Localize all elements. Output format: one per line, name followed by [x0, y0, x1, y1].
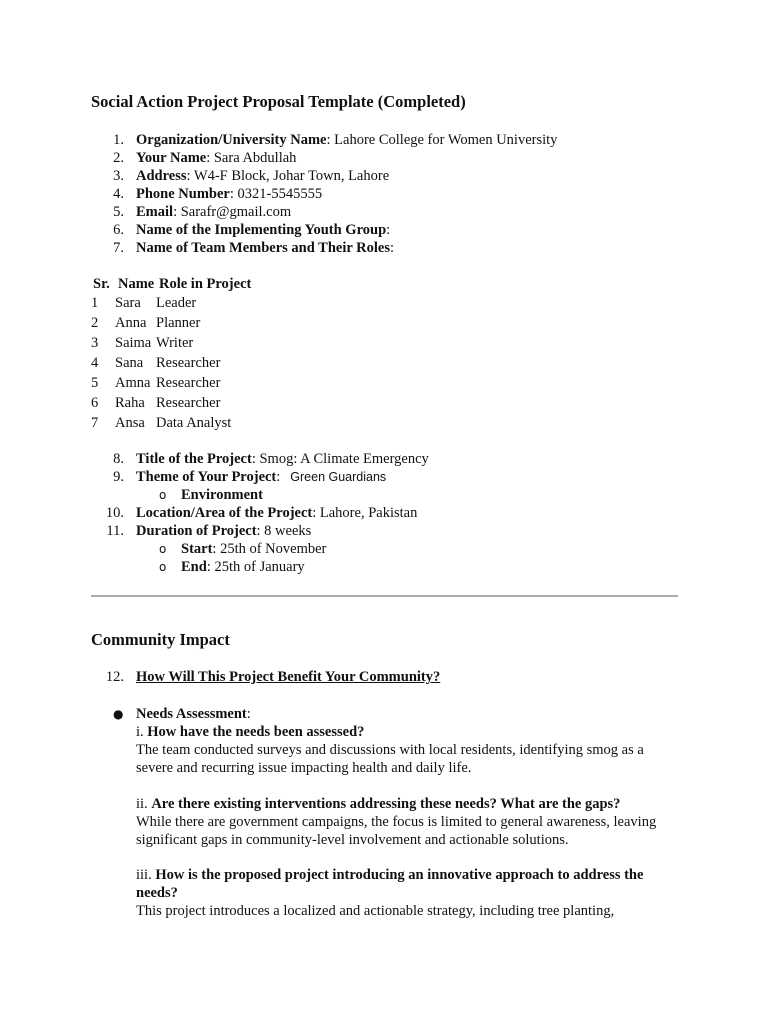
circle-bullet-icon: o [159, 542, 167, 556]
project-info-list [0, 450, 700, 576]
answer-line: While there are government campaigns, the focus is limited to general awareness, leaving [136, 814, 657, 830]
list-item: 8. Title of the Project: Smog: A Climate Emergency [113, 451, 429, 467]
document-page: Social Action Project Proposal Template (Completed) 1. Organization/University Name: Lahore College for Women University 2. Your Name: Sara Abdullah 3. Address: W4-F Block, Johar Town, Lahore 4. Phone Number: 0321-5545555 5. Email: Sarafr@gmail.com 6. Name of the Implementing Youth Group: 7. Name of Team Members and Their Roles: Sr. Name Role in Project 1 Sara Leader 2 Anna Planner 3 Saima Writer 4 Sana Researcher 5 Amna Researcher 6 Raha Researcher 7 Ansa Data Analyst 8. Title of the Project: Smog: A Climate Emergency 9. Theme of Your Project: Green Guardians o Environment 10. Location/Area of the Project: Lahore, Pakistan 11. Duration of Project: 8 weeks o Start: 25th of November o End: 25th of January Community Impact 12. How Will This Project Benefit Your Community? ● Needs Assessment: i. How have the needs been assessed? The team conducted surveys and discussions with local residents, identifying smog as a severe and recurring issue impacting health and daily life. ii. Are there existing interventions addressing these needs? What are the gaps? While there are government campaigns, the focus is limited to general awareness, leaving significant gaps in community-level involvement and actionable solutions. iii. How is the proposed project introducing an innovative approach to address the needs? This project introduces a localized and actionable strategy, including tree planting, [0, 0, 768, 1024]
applicant-info-list [0, 131, 700, 257]
question-heading: i. How have the needs been assessed? [136, 724, 365, 740]
sub-list-item: o Environment [159, 487, 263, 503]
circle-bullet-icon: o [159, 560, 167, 574]
answer-line: The team conducted surveys and discussions with local residents, identifying smog as a [136, 742, 644, 758]
answer-line: severe and recurring issue impacting health and daily life. [136, 760, 472, 776]
horizontal-divider [91, 595, 678, 597]
list-item: 6. Name of the Implementing Youth Group: [113, 222, 391, 238]
list-item: 7. Name of Team Members and Their Roles: [113, 240, 395, 256]
list-item: 5. Email: Sarafr@gmail.com [113, 204, 292, 220]
document-title: Social Action Project Proposal Template (Completed) [91, 92, 466, 111]
list-item: 2. Your Name: Sara Abdullah [113, 150, 297, 166]
question-heading: needs? [136, 885, 178, 901]
sub-list-item: o End: 25th of January [159, 559, 305, 575]
question-heading: ii. Are there existing interventions addressing these needs? What are the gaps? [136, 796, 621, 812]
bullet-icon: ● [113, 707, 124, 721]
list-item: 3. Address: W4-F Block, Johar Town, Lahore [113, 168, 390, 184]
list-item: 4. Phone Number: 0321-5545555 [113, 186, 323, 202]
circle-bullet-icon: o [159, 488, 167, 502]
theme-name: Green Guardians [290, 470, 387, 484]
list-item: 1. Organization/University Name: Lahore College for Women University [113, 132, 558, 148]
question-heading: iii. How is the proposed project introducing an innovative approach to address the [136, 867, 644, 883]
section-heading: Community Impact [91, 630, 230, 649]
question-item: 12. How Will This Project Benefit Your Community? [105, 669, 441, 685]
list-item: 9. Theme of Your Project: Green Guardians [113, 469, 387, 485]
answer-line: significant gaps in community-level involvement and actionable solutions. [136, 832, 569, 848]
list-item: 10. Location/Area of the Project: Lahore, Pakistan [105, 505, 418, 521]
sub-list-item: o Start: 25th of November [159, 541, 327, 557]
answer-line: This project introduces a localized and actionable strategy, including tree planting, [136, 903, 615, 919]
list-item: 11. Duration of Project: 8 weeks [106, 523, 312, 539]
